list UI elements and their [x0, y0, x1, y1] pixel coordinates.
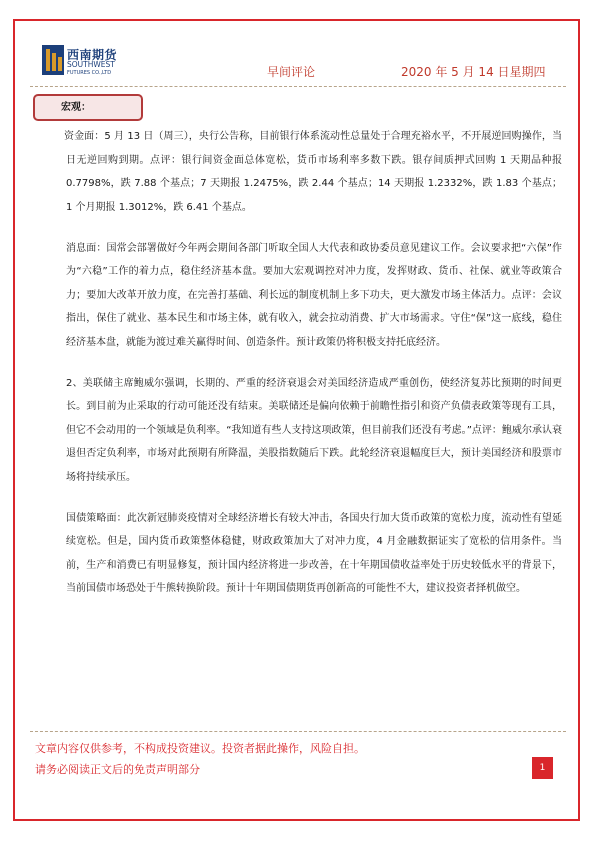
- logo-text-en-line2: FUTURES CO.,LTD: [67, 70, 112, 76]
- paragraph-funding: 资金面：5 月 13 日（周三），央行公告称，目前银行体系流动性总量处于合理充裕水平，不开展逆回购操作，当日无逆回购到期。点评：银行间资金面总体宽松，货币市场利率多数下跌。银存间质押式回购 1 天期品种报 0.7798%，跌 7.88 个基点；7 天期报 1.2475%，跌 2.44 个基点；14 天期报 1.2332%，跌 1.83 个基点；1 个月期报 1.3012%，跌 6.41 个基点。: [64, 131, 562, 213]
- section-label-macro: 宏观：: [33, 94, 143, 121]
- paragraph-bond-strategy: 国债策略面：此次新冠肺炎疫情对全球经济增长有较大冲击，各国央行加大货币政策的宽松力度，流动性有望延续宽松。但是，国内货币政策整体稳健，财政政策加大了对冲力度，4 月金融数据证实了宽松的信用条件。当前，生产和消费已有明显修复，预计国内经济将进一步改善，在十年期国债收益率处于历史较低水平的背景下，当前国债市场恐处于牛熊转换阶段。预计十年期国债期货再创新高的可能性不大，建议投资者择机做空。: [66, 512, 562, 594]
- header-divider: [30, 86, 566, 87]
- footer-divider: [30, 731, 566, 732]
- report-date: 2020 年 5 月 14 日星期四: [401, 65, 546, 79]
- logo-text-en-line1: SOUTHWEST: [67, 60, 115, 69]
- page-number: 1: [532, 757, 553, 779]
- logo-text-cn: 西南期货: [67, 48, 118, 62]
- disclaimer-text: 文章内容仅供参考，不构成投资建议。投资者据此操作，风险自担。: [35, 742, 365, 755]
- logo-mark-icon: [42, 45, 64, 75]
- company-logo: [42, 45, 126, 75]
- paragraph-fed: 2、美联储主席鲍威尔强调，长期的、严重的经济衰退会对美国经济造成严重创伤，使经济复苏比预期的时间更长。到目前为止采取的行动可能还没有结束。美联储还是偏向依赖于前瞻性指引和资产负债表政策等现有工具，但它不会动用的一个领域是负利率。“我知道有些人支持这项政策，但目前我们还没有考虑。”点评：鲍威尔承认衰退但否定负利率，市场对此预期有所降温，美股指数随后下跌。此轮经济衰退幅度巨大，预计美国经济和股票市场将持续承压。: [66, 377, 562, 483]
- paragraph-news: 消息面：国常会部署做好今年两会期间各部门听取全国人大代表和政协委员意见建议工作。会议要求把“六保”作为“六稳”工作的着力点，稳住经济基本盘。要加大宏观调控对冲力度，发挥财政、货币、社保、就业等政策合力；要加大改革开放力度，在完善打基础、利长远的制度机制上多下功夫，更大激发市场主体活力。点评：会议指出，保住了就业、基本民生和市场主体，就有收入，就会拉动消费、扩大市场需求。守住“保”这一底线，稳住经济基本盘，就能为渡过难关赢得时间、创造条件。预计政策仍将积极支持托底经济。: [66, 242, 562, 348]
- article-body: [66, 125, 562, 601]
- report-title: 早间评论: [267, 65, 316, 79]
- logo-text-en: [67, 61, 115, 77]
- disclaimer-notice: 请务必阅读正文后的免责声明部分: [35, 763, 200, 776]
